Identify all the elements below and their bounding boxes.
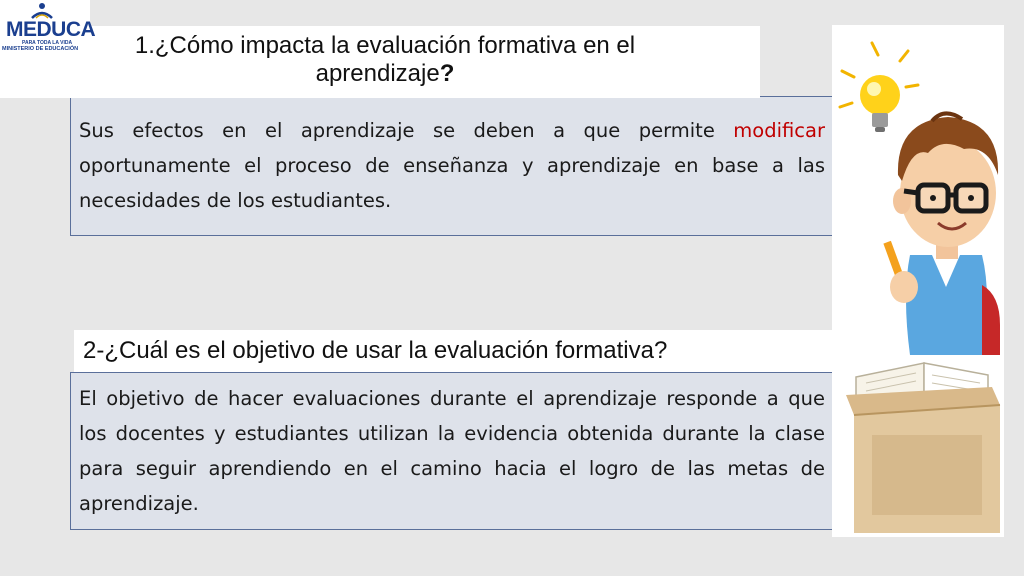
question1-title-line2: aprendizaje [315, 60, 440, 87]
answer1-text-after: oportunamente el proceso de enseñanza y aprendizaje en base a las necesidades de los estudiantes. [79, 154, 825, 212]
answer2-box [70, 372, 834, 530]
answer1-highlight: modificar [733, 119, 825, 142]
logo-tagline: PARA TODA LA VIDA [22, 40, 73, 46]
question2-title-text: 2-¿Cuál es el objetivo de usar la evaluación formativa [83, 337, 654, 364]
student-illustration-svg [832, 25, 1004, 537]
question1-title-line1: 1.¿Cómo impacta la evaluación formativa en el [134, 32, 636, 59]
logo-wordmark: MEDUCA [6, 18, 96, 41]
answer2-text: El objetivo de hacer evaluaciones durante el aprendizaje responde a que los docentes y estudiantes utilizan la evidencia obtenida durante la clase para seguir aprendiendo en el camino hacia el logro de las metas de aprendizaje. [79, 387, 825, 515]
question1-title-mark: ? [439, 60, 455, 87]
question2-title-mark: ? [653, 337, 668, 364]
student-reading-illustration [832, 25, 1004, 537]
question2-title [74, 330, 834, 372]
question1-title [60, 32, 710, 88]
logo-ministry: MINISTERIO DE EDUCACIÓN [2, 46, 79, 52]
meduca-logo [0, 0, 96, 66]
answer1-box [70, 96, 834, 236]
lightbulb-icon [840, 43, 918, 132]
answer1-text-before: Sus efectos en el aprendizaje se deben a que permite [79, 119, 734, 142]
